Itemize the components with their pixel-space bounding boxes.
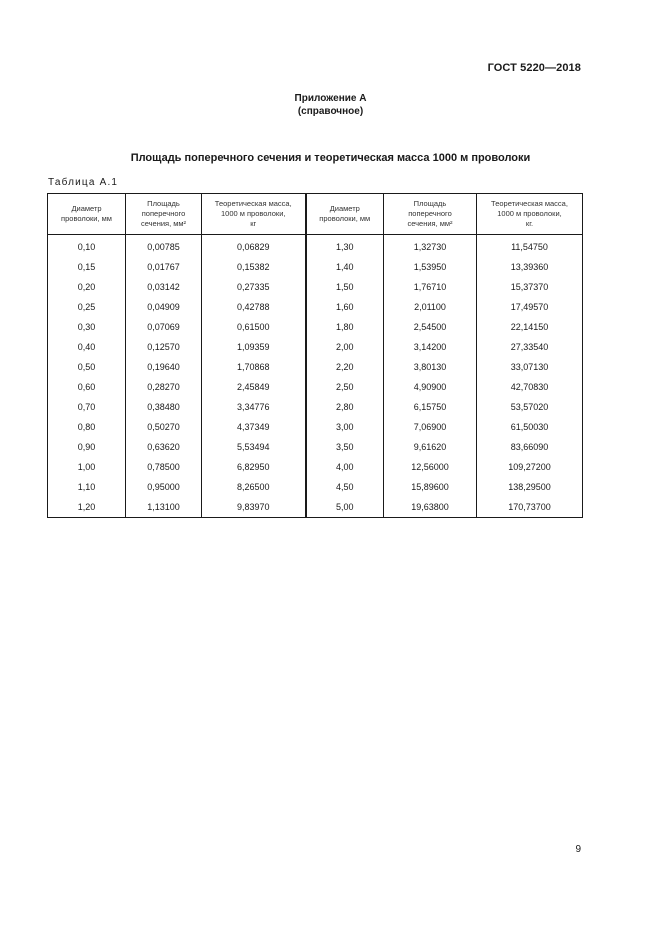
table-row — [48, 337, 583, 357]
table-cell: 0,03142 — [126, 277, 202, 297]
table-cell: 17,49570 — [477, 297, 583, 317]
column-header-line: Теоретическая масса, — [214, 199, 292, 208]
table-cell: 109,27200 — [477, 457, 583, 477]
table-cell: 33,07130 — [477, 357, 583, 377]
table-cell: 0,90 — [48, 437, 126, 457]
table-cell: 13,39360 — [477, 257, 583, 277]
column-header-6 — [477, 194, 583, 235]
table-cell: 15,37370 — [477, 277, 583, 297]
document-code: ГОСТ 5220—2018 — [487, 62, 581, 74]
table-cell: 0,40 — [48, 337, 126, 357]
table-cell: 0,12570 — [126, 337, 202, 357]
table-cell: 22,14150 — [477, 317, 583, 337]
table-row — [48, 477, 583, 497]
column-header-line: Площадь — [147, 199, 180, 208]
table-cell: 61,50030 — [477, 417, 583, 437]
table-cell: 4,50 — [306, 477, 384, 497]
table-cell: 0,50270 — [126, 417, 202, 437]
table-cell: 0,42788 — [202, 297, 306, 317]
table-cell: 0,63620 — [126, 437, 202, 457]
table-cell: 5,00 — [306, 497, 384, 518]
table-cell: 3,14200 — [384, 337, 477, 357]
column-header-1 — [48, 194, 126, 235]
table-cell: 2,01100 — [384, 297, 477, 317]
table-cell: 1,30 — [306, 235, 384, 258]
table-row — [48, 277, 583, 297]
table-cell: 1,40 — [306, 257, 384, 277]
annex-subtitle: (справочное) — [297, 106, 364, 117]
table-cell: 2,50 — [306, 377, 384, 397]
column-header-line: Диаметр — [329, 204, 360, 213]
table-row — [48, 457, 583, 477]
table-cell: 83,66090 — [477, 437, 583, 457]
table-cell: 42,70830 — [477, 377, 583, 397]
table-cell: 9,61620 — [384, 437, 477, 457]
table-cell: 1,53950 — [384, 257, 477, 277]
column-header-line: проволоки, мм — [61, 214, 112, 223]
table-cell: 2,80 — [306, 397, 384, 417]
table-cell: 12,56000 — [384, 457, 477, 477]
table-cell: 0,20 — [48, 277, 126, 297]
wire-data-table — [47, 193, 583, 518]
column-header-3 — [202, 194, 306, 235]
table-cell: 0,27335 — [202, 277, 306, 297]
table-row — [48, 357, 583, 377]
table-cell: 3,34776 — [202, 397, 306, 417]
table-cell: 0,06829 — [202, 235, 306, 258]
column-header-line: проволоки, мм — [319, 214, 371, 223]
table-caption: Таблица А.1 — [48, 177, 119, 188]
table-cell: 1,09359 — [202, 337, 306, 357]
table-cell: 138,29500 — [477, 477, 583, 497]
table-row — [48, 397, 583, 417]
table-cell: 1,32730 — [384, 235, 477, 258]
table-cell: 0,38480 — [126, 397, 202, 417]
table-cell: 2,20 — [306, 357, 384, 377]
table-cell: 4,90900 — [384, 377, 477, 397]
table-cell: 0,28270 — [126, 377, 202, 397]
table-cell: 0,10 — [48, 235, 126, 258]
column-header-line: Площадь — [413, 199, 447, 208]
table-cell: 0,60 — [48, 377, 126, 397]
table-cell: 0,15382 — [202, 257, 306, 277]
table-header-row — [48, 194, 583, 235]
table-cell: 3,50 — [306, 437, 384, 457]
column-header-line: сечения, мм² — [140, 219, 187, 228]
table-cell: 2,45849 — [202, 377, 306, 397]
table-cell: 1,00 — [48, 457, 126, 477]
table-body — [48, 235, 583, 518]
column-header-line: кг — [250, 219, 257, 228]
column-header-line: кг. — [525, 219, 534, 228]
table-cell: 19,63800 — [384, 497, 477, 518]
table-cell: 1,70868 — [202, 357, 306, 377]
annex-heading — [0, 92, 661, 118]
table-cell: 1,10 — [48, 477, 126, 497]
table-cell: 0,61500 — [202, 317, 306, 337]
table-cell: 0,15 — [48, 257, 126, 277]
column-header-line: Диаметр — [71, 204, 102, 213]
column-header-5 — [384, 194, 477, 235]
table-cell: 0,19640 — [126, 357, 202, 377]
column-header-line: Теоретическая масса, — [491, 199, 568, 208]
table-cell: 15,89600 — [384, 477, 477, 497]
annex-title: Приложение А — [294, 93, 367, 104]
table-row — [48, 235, 583, 258]
table-cell: 1,80 — [306, 317, 384, 337]
table-cell: 3,00 — [306, 417, 384, 437]
table-cell: 0,50 — [48, 357, 126, 377]
table-cell: 1,50 — [306, 277, 384, 297]
table-cell: 4,37349 — [202, 417, 306, 437]
table-cell: 5,53494 — [202, 437, 306, 457]
column-header-line: поперечного — [141, 209, 186, 218]
table-cell: 7,06900 — [384, 417, 477, 437]
table-cell: 6,82950 — [202, 457, 306, 477]
table-title: Площадь поперечного сечения и теоретическая масса 1000 м проволоки — [130, 152, 531, 164]
table-cell: 1,13100 — [126, 497, 202, 518]
table-cell: 0,30 — [48, 317, 126, 337]
column-header-line: сечения, мм² — [407, 219, 453, 228]
table-cell: 9,83970 — [202, 497, 306, 518]
page-number: 9 — [575, 844, 581, 855]
table-cell: 0,04909 — [126, 297, 202, 317]
table-cell: 53,57020 — [477, 397, 583, 417]
table-row — [48, 257, 583, 277]
table-cell: 11,54750 — [477, 235, 583, 258]
column-header-line: поперечного — [408, 209, 452, 218]
table-row — [48, 377, 583, 397]
table-cell: 1,76710 — [384, 277, 477, 297]
table-cell: 0,01767 — [126, 257, 202, 277]
table-cell: 0,25 — [48, 297, 126, 317]
table-cell: 3,80130 — [384, 357, 477, 377]
table-cell: 2,54500 — [384, 317, 477, 337]
table-cell: 170,73700 — [477, 497, 583, 518]
column-header-4 — [306, 194, 384, 235]
table-cell: 0,78500 — [126, 457, 202, 477]
table-cell: 0,70 — [48, 397, 126, 417]
table-cell: 1,20 — [48, 497, 126, 518]
table-row — [48, 497, 583, 518]
column-header-2 — [126, 194, 202, 235]
table-cell: 0,07069 — [126, 317, 202, 337]
table-row — [48, 297, 583, 317]
table-cell: 2,00 — [306, 337, 384, 357]
table-cell: 0,80 — [48, 417, 126, 437]
table-row — [48, 417, 583, 437]
column-header-line: 1000 м проволоки, — [220, 209, 286, 218]
table-cell: 0,95000 — [126, 477, 202, 497]
column-header-line: 1000 м проволоки, — [497, 209, 562, 218]
table-row — [48, 437, 583, 457]
table-row — [48, 317, 583, 337]
table-cell: 4,00 — [306, 457, 384, 477]
table-cell: 6,15750 — [384, 397, 477, 417]
table-cell: 27,33540 — [477, 337, 583, 357]
table-cell: 8,26500 — [202, 477, 306, 497]
table-cell: 0,00785 — [126, 235, 202, 258]
table-cell: 1,60 — [306, 297, 384, 317]
